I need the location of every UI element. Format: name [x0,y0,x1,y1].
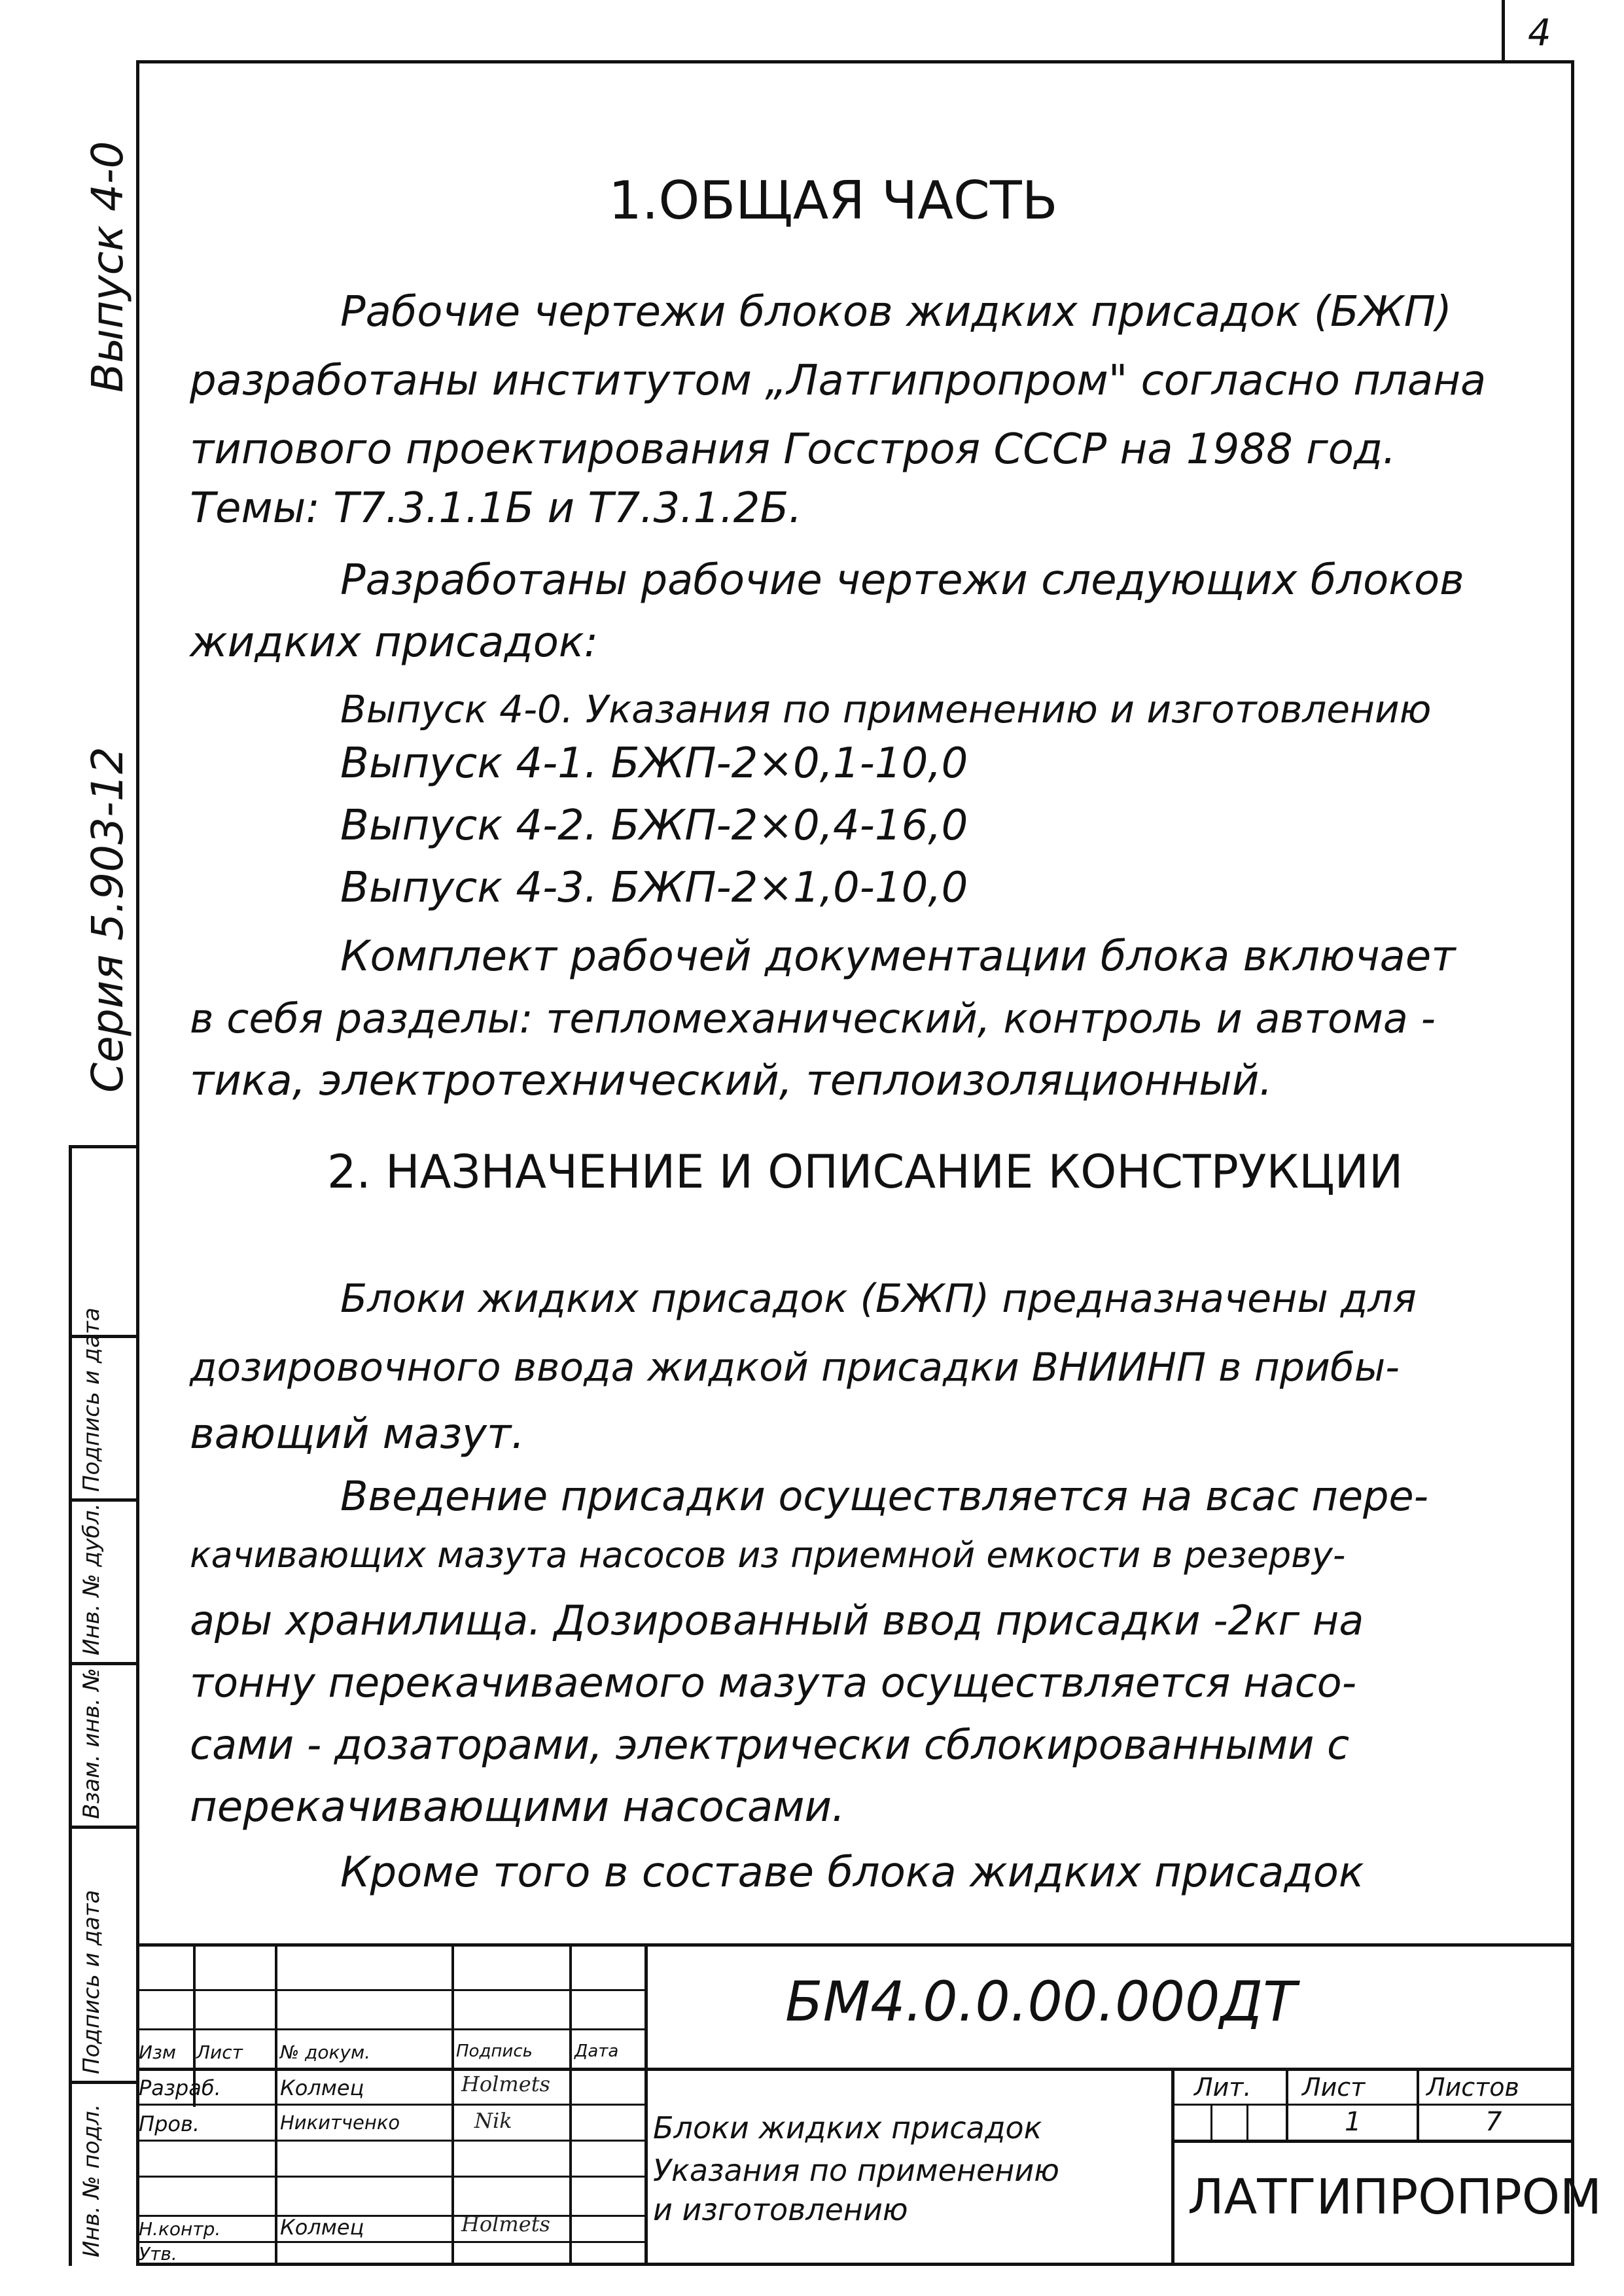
text-line: Введение присадки осуществляется на всас пере- [340,1472,1428,1520]
stamp-vzam-inv: Взам. инв. № [79,1668,105,1819]
name-norm-control: Колмец [280,2215,364,2240]
role-norm-control: Н.контр. [139,2218,221,2240]
header-list: Лист [196,2041,243,2063]
page-number: 4 [1528,12,1551,54]
text-line: Рабочие чертежи блоков жидких присадок (БЖП) [340,288,1452,336]
text-line: Выпуск 4-2. БЖП-2×0,4-16,0 [340,802,968,850]
text-line: Выпуск 4-3. БЖП-2×1,0-10,0 [340,864,968,912]
issue-label: Выпуск 4-0 [82,141,133,393]
stamp-inv-dubl: Инв. № дубл. [79,1503,105,1655]
name-developer: Колмец [280,2075,364,2100]
text-line: перекачивающими насосами. [190,1783,845,1831]
sheet-value: 1 [1345,2107,1362,2137]
role-approved: Утв. [139,2243,177,2265]
text-line: Блоки жидких присадок (БЖП) предназначены для [340,1276,1417,1322]
section2-title: 2. НАЗНАЧЕНИЕ И ОПИСАНИЕ КОНСТРУКЦИИ [327,1145,1403,1199]
text-line: качивающих мазута насосов из приемной емкости в резерву- [190,1534,1346,1576]
signature-developer: Holmets [461,2072,550,2096]
page-number-box-left [1502,0,1505,60]
stamp-sign-date-1: Подпись и дата [79,1890,105,2074]
text-line: сами - дозаторами, электрически сблокированными с [190,1721,1350,1769]
sheets-value: 7 [1485,2107,1502,2137]
sheet-label: Лист [1302,2073,1366,2102]
text-line: вающий мазут. [190,1410,525,1458]
header-date: Дата [574,2041,619,2061]
organization-name: ЛАТГИПРОПРОМ [1188,2169,1602,2225]
signature-checker: Nik [474,2108,512,2133]
doc-title-line-3: и изготовлению [653,2192,908,2227]
header-doc-no: № докум. [280,2041,371,2063]
text-line: тонну перекачиваемого мазута осуществляется насо- [190,1659,1357,1706]
text-line: Кроме того в составе блока жидких присадок [340,1848,1364,1897]
text-line: Разработаны рабочие чертежи следующих блоков [340,556,1464,605]
text-line: Темы: Т7.3.1.1Б и Т7.3.1.2Б. [190,484,802,533]
text-line: жидких присадок: [190,618,599,667]
header-signature: Подпись [456,2041,533,2061]
section1-title: 1.ОБЩАЯ ЧАСТЬ [609,170,1058,231]
stamp-inv-podl: Инв. № подл. [79,2104,105,2257]
lit-label: Лит. [1194,2073,1252,2102]
role-checker: Пров. [139,2111,200,2136]
signature-norm-control: Holmets [461,2212,550,2236]
document-code: БМ4.0.0.00.000ДТ [785,1969,1297,2034]
text-line: разработаны институтом „Латгипропром" согласно плана [190,357,1487,405]
text-line: Комплект рабочей документации блока включает [340,932,1456,981]
name-checker: Никитченко [280,2111,400,2134]
role-developer: Разраб. [139,2075,221,2100]
text-line: ары хранилища. Дозированный ввод присадки -2кг на [190,1597,1364,1644]
doc-title-line-1: Блоки жидких присадок [653,2110,1042,2146]
sheets-label: Листов [1426,2073,1519,2102]
text-line: в себя разделы: тепломеханический, контроль и автома - [190,995,1436,1042]
header-izm: Изм [139,2041,176,2063]
text-line: дозировочного ввода жидкой присадки ВНИИНП в прибы- [190,1345,1400,1390]
doc-title-line-2: Указания по применению [653,2153,1059,2188]
text-line: Выпуск 4-1. БЖП-2×0,1-10,0 [340,739,968,788]
series-label: Серия 5.903-12 [82,747,133,1093]
text-line: типового проектирования Госстроя СССР на 1988 год. [190,425,1396,474]
stamp-sign-date-2: Подпись и дата [79,1307,105,1492]
text-line: Выпуск 4-0. Указания по применению и изготовлению [340,687,1432,732]
text-line: тика, электротехнический, теплоизоляционный. [190,1057,1273,1105]
